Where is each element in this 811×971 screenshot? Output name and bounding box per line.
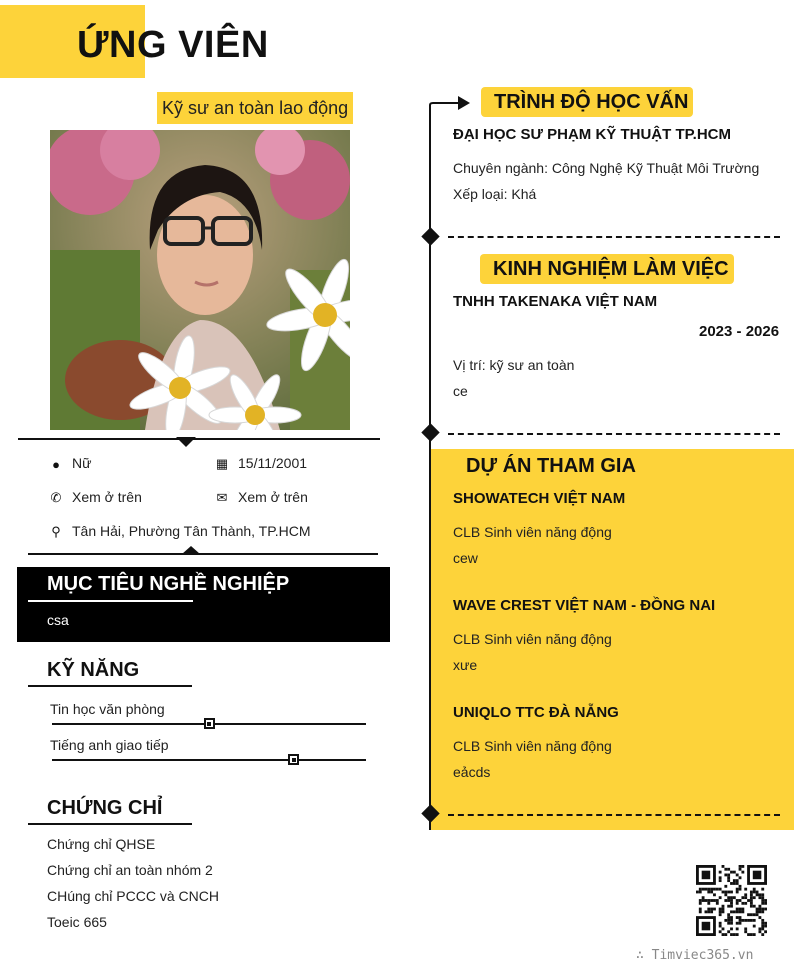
certificate-item: CHúng chỉ PCCC và CNCH	[47, 888, 219, 904]
education-major: Chuyên ngành: Công Nghệ Kỹ Thuật Môi Trường	[453, 160, 760, 176]
career-goal-text: csa	[47, 612, 69, 628]
phone-value: Xem ở trên	[72, 489, 142, 505]
email-value: Xem ở trên	[238, 489, 308, 505]
education-rank: Xếp loại: Khá	[453, 186, 537, 202]
arrow-right-icon	[428, 93, 472, 113]
experience-description: ce	[453, 383, 468, 399]
experience-period: 2023 - 2026	[699, 323, 780, 340]
certificates-title: CHỨNG CHỈ	[47, 797, 163, 819]
info-top-notch	[176, 437, 196, 447]
education-title: TRÌNH ĐỘ HỌC VẤN	[494, 91, 689, 113]
info-bottom-rule	[28, 553, 378, 555]
career-goal-underline	[28, 600, 193, 602]
skill-name: Tin học văn phòng	[50, 701, 165, 717]
project-role: CLB Sinh viên năng động	[453, 631, 612, 647]
project-org: UNIQLO TTC ĐÀ NẴNG	[453, 704, 619, 721]
user-icon: ●	[52, 456, 60, 472]
experience-company: TNHH TAKENAKA VIỆT NAM	[453, 293, 658, 310]
skills-title: KỸ NĂNG	[47, 659, 140, 681]
section-divider	[448, 814, 780, 816]
address-value: Tân Hải, Phường Tân Thành, TP.HCM	[72, 523, 311, 539]
experience-position: Vị trí: kỹ sư an toàn	[453, 357, 575, 373]
skill-level-knob	[204, 718, 215, 729]
calendar-icon: ▦	[215, 456, 229, 472]
timeline-line	[429, 110, 431, 830]
certificate-item: Toeic 665	[47, 914, 107, 930]
info-bottom-notch	[182, 546, 200, 554]
certificate-item: Chứng chỉ QHSE	[47, 836, 156, 852]
map-pin-icon: ⚲	[51, 524, 61, 540]
info-email	[212, 489, 308, 506]
certificate-item: Chứng chỉ an toàn nhóm 2	[47, 862, 213, 878]
phone-icon: ✆	[50, 490, 62, 506]
section-divider	[448, 433, 780, 435]
qr-code	[696, 865, 767, 936]
section-divider	[448, 236, 780, 238]
timeline-marker	[421, 423, 439, 441]
info-gender	[46, 455, 91, 472]
skill-bar	[52, 759, 366, 761]
project-org: SHOWATECH VIỆT NAM	[453, 490, 626, 507]
project-description: cew	[453, 550, 478, 566]
experience-title: KINH NGHIỆM LÀM VIỆC	[493, 258, 729, 280]
skill-level-knob	[288, 754, 299, 765]
gender-value: Nữ	[72, 455, 92, 471]
envelope-icon: ✉	[216, 490, 228, 506]
brand-logo: ∴ Timviec365.vn	[636, 948, 754, 963]
info-address	[46, 523, 311, 540]
project-role: CLB Sinh viên năng động	[453, 738, 612, 754]
skill-name: Tiếng anh giao tiếp	[50, 737, 169, 753]
project-description: xưe	[453, 657, 478, 673]
info-birthday	[212, 455, 307, 472]
birthday-value: 15/11/2001	[238, 455, 308, 471]
career-goal-title: MỤC TIÊU NGHỀ NGHIỆP	[47, 573, 290, 595]
project-org: WAVE CREST VIỆT NAM - ĐỒNG NAI	[453, 597, 716, 614]
avatar	[50, 130, 350, 430]
certificates-underline	[28, 823, 192, 825]
info-top-rule	[18, 438, 380, 440]
info-phone	[46, 489, 142, 506]
projects-title: DỰ ÁN THAM GIA	[466, 455, 636, 477]
education-school: ĐẠI HỌC SƯ PHẠM KỸ THUẬT TP.HCM	[453, 126, 732, 143]
career-goal-section	[17, 567, 390, 642]
skills-underline	[28, 685, 192, 687]
project-description: eảcds	[453, 764, 491, 780]
candidate-name: ỨNG VIÊN	[77, 24, 269, 66]
timeline-marker	[421, 227, 439, 245]
job-title: Kỹ sư an toàn lao động	[157, 92, 353, 124]
project-role: CLB Sinh viên năng động	[453, 524, 612, 540]
